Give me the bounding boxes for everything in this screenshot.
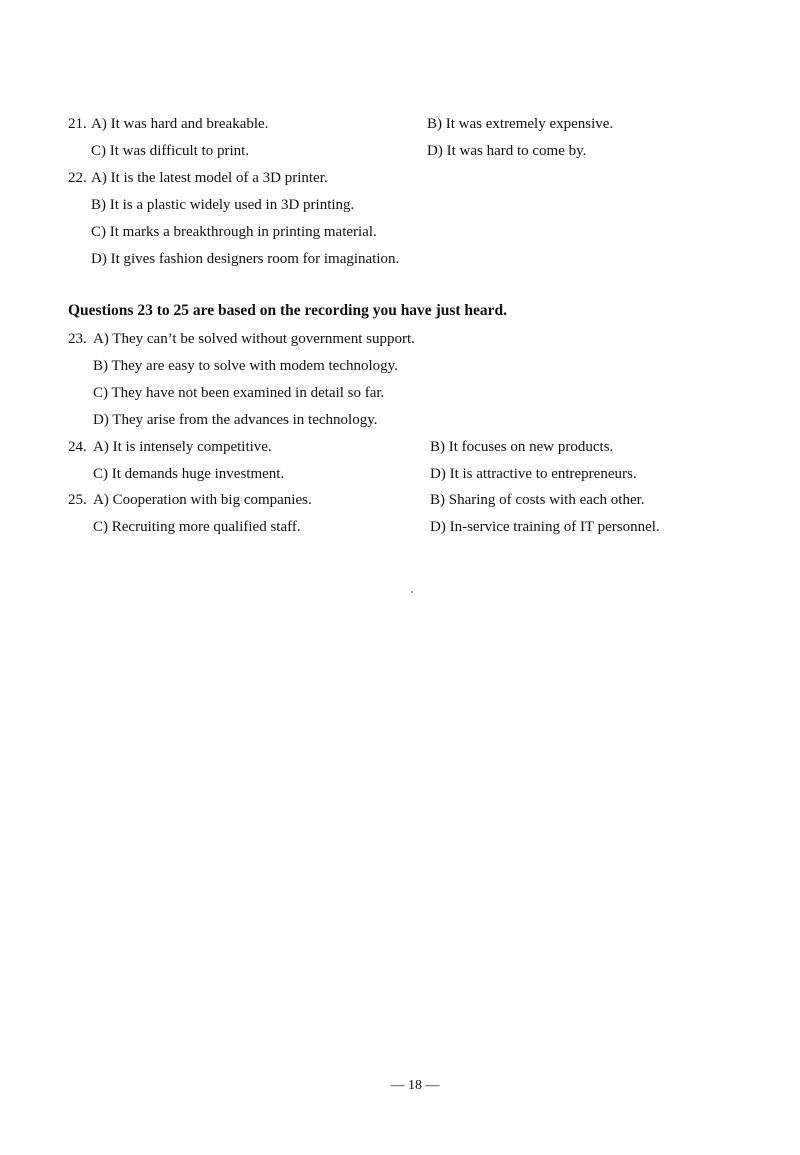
question-23-number: 23. xyxy=(68,331,87,347)
question-21-option-b: B) It was extremely expensive. xyxy=(427,116,614,132)
scan-speck xyxy=(411,591,413,593)
page-number: — 18 — xyxy=(390,1078,440,1093)
question-24-option-a: A) It is intensely competitive. xyxy=(93,439,272,455)
question-21-option-c: C) It was difficult to print. xyxy=(91,143,250,159)
question-22-option-b: B) It is a plastic widely used in 3D printing. xyxy=(91,197,355,213)
question-25-option-a: A) Cooperation with big companies. xyxy=(93,492,312,508)
question-23-option-d: D) They arise from the advances in technology. xyxy=(93,412,378,428)
question-25-option-b: B) Sharing of costs with each other. xyxy=(430,492,645,508)
question-23-option-b: B) They are easy to solve with modem technology. xyxy=(93,358,398,374)
question-24-option-c: C) It demands huge investment. xyxy=(93,466,285,482)
question-24-option-b: B) It focuses on new products. xyxy=(430,439,614,455)
section-heading: Questions 23 to 25 are based on the recording you have just heard. xyxy=(68,302,508,319)
question-23-option-c: C) They have not been examined in detail so far. xyxy=(93,385,385,401)
question-22-option-a: A) It is the latest model of a 3D printer. xyxy=(91,170,328,186)
question-21-option-a: A) It was hard and breakable. xyxy=(91,116,269,132)
question-22-option-d: D) It gives fashion designers room for imagination. xyxy=(91,251,400,267)
question-25-option-d: D) In-service training of IT personnel. xyxy=(430,519,660,535)
question-25-number: 25. xyxy=(68,492,87,508)
question-23-option-a: A) They can’t be solved without government support. xyxy=(93,331,415,347)
question-24-option-d: D) It is attractive to entrepreneurs. xyxy=(430,466,637,482)
question-22-option-c: C) It marks a breakthrough in printing material. xyxy=(91,224,377,240)
question-22-number: 22. xyxy=(68,170,87,186)
question-21-number: 21. xyxy=(68,116,87,132)
question-25-option-c: C) Recruiting more qualified staff. xyxy=(93,519,301,535)
question-24-number: 24. xyxy=(68,439,87,455)
question-21-option-d: D) It was hard to come by. xyxy=(427,143,587,159)
